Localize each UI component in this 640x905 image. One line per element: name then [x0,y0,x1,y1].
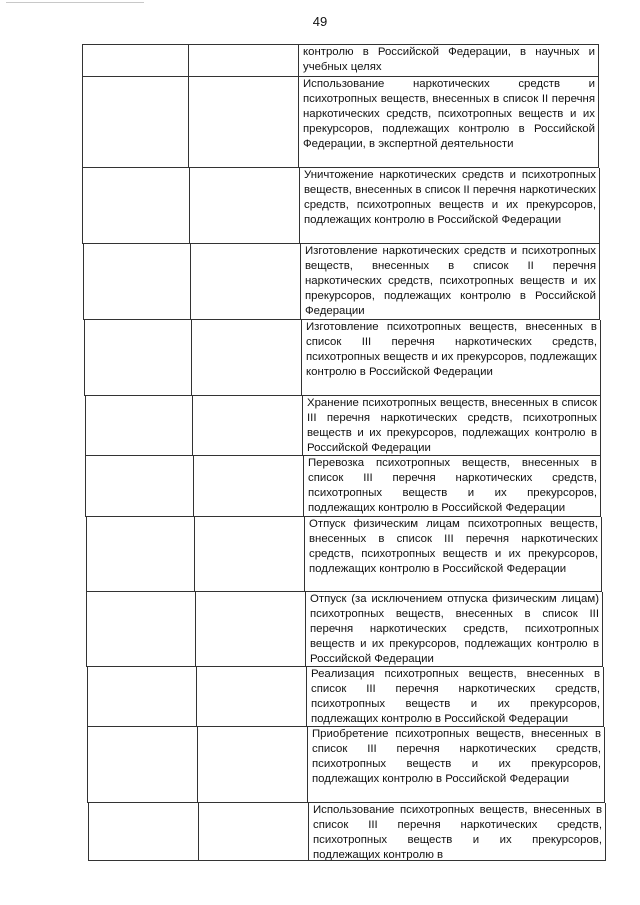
activity-description [305,592,603,667]
table-cell-empty [189,168,299,244]
activity-text: Перевозка психотропных веществ, внесенных в список III перечня наркотических средств, психотропных веществ и их прекурсоров, подлежащих контролю в Российской Федерации [308,457,597,515]
table-cell-empty [197,727,307,803]
activity-text: контролю в Российской Федерации, в научных и учебных целях [303,46,595,74]
activity-description [301,320,601,396]
activity-text: Отпуск (за исключением отпуска физическим лицам) психотропных веществ, внесенных в список III перечня наркотических средств, психотропных веществ и их прекурсоров, подлежащих контролю в Российской Федерации [310,593,599,666]
page-number: 49 [312,14,328,29]
table-cell-empty [194,517,304,592]
table-cell-empty [86,592,195,667]
table-cell-empty [87,727,197,803]
activity-description [303,456,601,517]
activity-text: Отпуск физическим лицам психотропных веществ, внесенных в список III перечня наркотических средств, психотропных веществ и их прекурсоров, подлежащих контролю в Российской Федерации [309,518,598,576]
activity-description [299,168,600,244]
activity-description [302,396,601,456]
table-cell-empty [86,517,194,592]
table-cell-empty [188,44,298,77]
activity-text: Реализация психотропных веществ, внесенных в список III перечня наркотических средств, психотропных веществ и их прекурсоров, подлежащих контролю в Российской Федерации [311,668,600,726]
table-cell-empty [85,456,193,517]
table-cell-empty [82,77,188,168]
activity-description [298,77,599,168]
table-cell-empty [191,320,301,396]
table-cell-empty [195,592,305,667]
table-cell-empty [88,803,198,861]
activity-description [304,517,602,592]
table-cell-empty [192,396,302,456]
table-cell-empty [188,77,298,168]
activity-text: Изготовление психотропных веществ, внесенных в список III перечня наркотических средств, психотропных веществ и их прекурсоров, подлежащих контролю в Российской Федерации [306,321,597,379]
table-cell-empty [190,244,300,320]
table-cell-empty [82,44,188,77]
activity-text: Уничтожение наркотических средств и психотропных веществ, внесенных в список II перечня наркотических средств, психотропных веществ и их прекурсоров, подлежащих контролю в Российской Федерации [304,169,596,227]
table-cell-empty [196,667,306,727]
activity-description [307,727,605,803]
activity-text: Приобретение психотропных веществ, внесенных в список III перечня наркотических средств, психотропных веществ и их прекурсоров, подлежащих контролю в Российской Федерации [312,728,601,786]
activity-description [308,803,606,861]
activity-text: Использование наркотических средств и психотропных веществ, внесенных в список II перечня наркотических средств, психотропных веществ и их прекурсоров, подлежащих контролю в Российской Федерации, в экспертной деятельности [303,78,595,151]
activity-text: Хранение психотропных веществ, внесенных в список III перечня наркотических средств, психотропных веществ и их прекурсоров, подлежащих контролю в Российской Федерации [307,397,597,455]
header-rule [6,2,144,3]
activity-description [306,667,604,727]
table-cell-empty [84,320,191,396]
table-cell-empty [87,667,196,727]
activity-text: Изготовление наркотических средств и психотропных веществ, внесенных в список II перечня наркотических средств, психотропных веществ и их прекурсоров, подлежащих контролю в Российской Федерации [305,245,596,318]
table-cell-empty [83,244,190,320]
table-cell-empty [198,803,308,861]
table-cell-empty [82,168,189,244]
activity-text: Использование психотропных веществ, внесенных в список III перечня наркотических средств, психотропных веществ и их прекурсоров, подлежащих контролю в [313,804,602,861]
table-cell-empty [193,456,303,517]
table-cell-empty [85,396,192,456]
activity-description [300,244,600,320]
activity-description [298,44,599,77]
